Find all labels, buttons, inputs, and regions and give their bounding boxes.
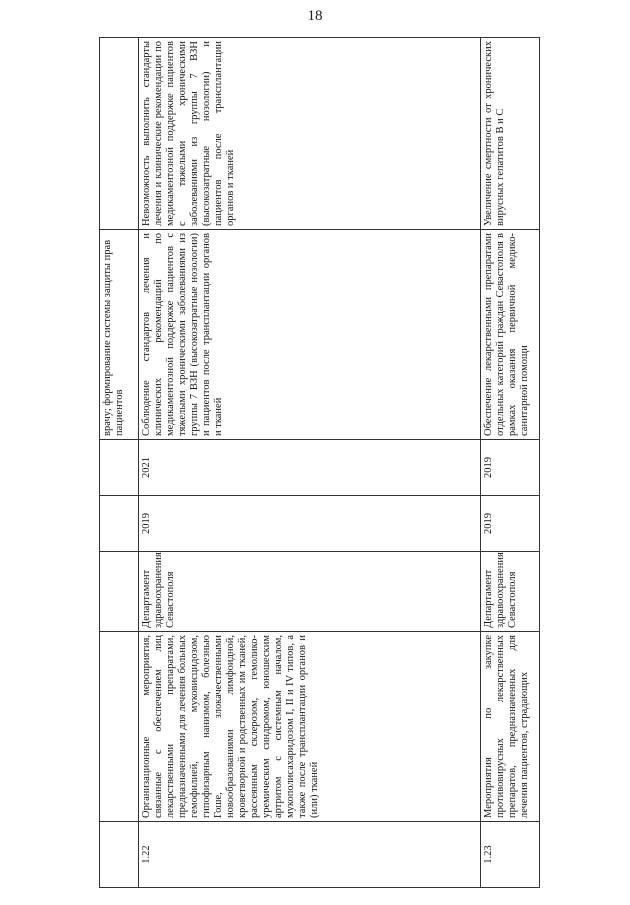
table-row-continuation <box>100 38 139 888</box>
cell-executor: Департамент здравоохранения Севастополя <box>139 552 481 632</box>
cell-risk: Невозможность выполнить стандарты лечения и клинические рекомендации по медикаментозной поддержке пациентов с тяжелыми хроническими заболеваниями из группы 7 ВЗН (высокозатратные нозологии) и пациентов после трансплантации органов и тканей <box>139 38 481 230</box>
cell-number: 1.22 <box>139 822 481 888</box>
cell-blank-7 <box>100 38 139 230</box>
rotated-table-container <box>99 38 530 888</box>
cell-expected-result: Обеспечение лекарственными препаратами отдельных категорий граждан Севастополя в рамках оказания первичной медико-санитарной помощи <box>481 230 540 440</box>
cell-measure: Организационные мероприятия, связанные с обеспечением лиц лекарственными препаратами, предназначенными для лечения больных гемофилией, муковисцидозом, гипофизарным нанизмом, болезнью Гоше, злокачественными новообразованиями лимфоидной, кроветворной и родственных им тканей, рассеянным склерозом, гемолико-уремическим синдромом, юношеским артритом с системным началом, мукополисахаридозом I, II и IV типов, а также после трансплантации органов и (или) тканей <box>139 632 481 822</box>
table-row <box>139 38 481 888</box>
cell-risk: Увеличение смертности от хронических вирусных гепатитов В и С <box>481 38 540 230</box>
cell-blank-4 <box>100 496 139 552</box>
cell-continuation-text: врачу; формирование системы защиты прав пациентов <box>100 230 139 440</box>
cell-blank-5 <box>100 440 139 496</box>
cell-blank-3 <box>100 552 139 632</box>
rotated-table-frame <box>99 38 530 888</box>
page-number: 18 <box>307 8 323 24</box>
measures-table <box>99 37 540 888</box>
table-row <box>481 38 540 888</box>
cell-executor: Департамент здравоохранения Севастополя <box>481 552 540 632</box>
cell-end-year: 2021 <box>139 440 481 496</box>
cell-start-year: 2019 <box>139 496 481 552</box>
cell-expected-result: Соблюдение стандартов лечения и клинических рекомендаций по медикаментозной поддержке пациентов с тяжелыми хроническими заболеваниями из группы 7 ВЗН (высокозатратные нозологии) и пациентов после трансплантации органов и тканей <box>139 230 481 440</box>
cell-start-year: 2019 <box>481 496 540 552</box>
cell-blank-2 <box>100 632 139 822</box>
cell-measure: Мероприятия по закупке противовирусных лекарственных препаратов, предназначенных для лечения пациентов, страдающих <box>481 632 540 822</box>
cell-end-year: 2019 <box>481 440 540 496</box>
cell-number: 1.23 <box>481 822 540 888</box>
cell-blank-1 <box>100 822 139 888</box>
